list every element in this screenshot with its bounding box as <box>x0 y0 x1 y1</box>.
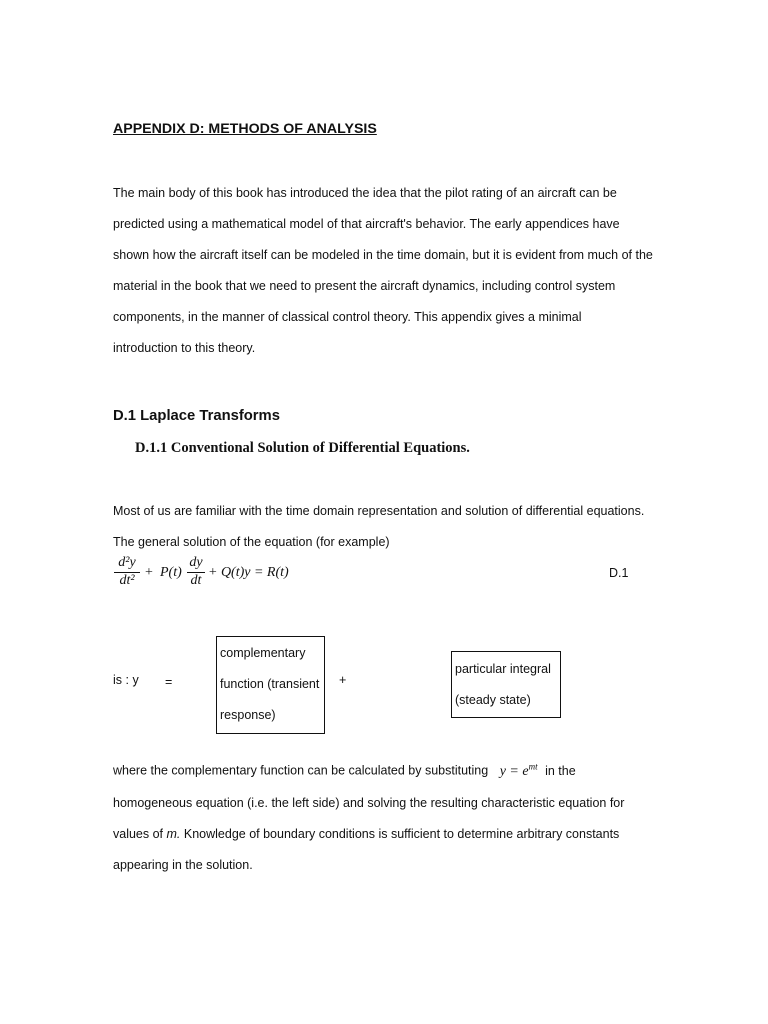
box-line: complementary <box>220 646 306 660</box>
inline-math <box>499 761 538 779</box>
solution-equals: = <box>165 675 173 689</box>
equation-rest: + Q(t)y = R(t) <box>208 565 289 580</box>
fraction-denominator: dt² <box>114 572 140 589</box>
equation-number: D.1 <box>609 566 629 580</box>
subsection-heading: D.1.1 Conventional Solution of Differential Equations. <box>135 440 470 456</box>
closing-line-3 <box>113 827 619 841</box>
solution-lead: is : y <box>113 673 139 687</box>
closing-line-1 <box>113 761 576 780</box>
intro-line: shown how the aircraft itself can be modeled in the time domain, but it is evident from much of the <box>113 248 653 262</box>
fraction-denominator: dt <box>187 572 205 589</box>
section-heading: D.1 Laplace Transforms <box>113 408 280 424</box>
equation-fraction-2 <box>187 555 205 589</box>
equation-p-term: P(t) <box>160 565 182 580</box>
intro-paragraph <box>113 178 673 364</box>
equation-plus: + <box>145 565 153 580</box>
closing-text: where the complementary function can be calculated by substituting <box>113 763 489 778</box>
inline-math-base: y = e <box>499 763 529 779</box>
box-line: (steady state) <box>455 693 531 707</box>
fraction-numerator: dy <box>189 555 203 570</box>
particular-integral-box <box>451 651 561 718</box>
intro-line: predicted using a mathematical model of that aircraft's behavior. The early appendices have <box>113 217 620 231</box>
equation-fraction-1 <box>114 555 140 589</box>
complementary-function-box <box>216 636 325 734</box>
box-line: function (transient <box>220 677 320 691</box>
closing-text: values of <box>113 827 167 841</box>
intro-line: introduction to this theory. <box>113 341 256 355</box>
box-line: particular integral <box>455 662 551 676</box>
closing-text: Knowledge of boundary conditions is sufficient to determine arbitrary constants <box>180 827 620 841</box>
fraction-numerator: d²y <box>118 555 136 570</box>
closing-line-4: appearing in the solution. <box>113 858 253 872</box>
intro-line: The main body of this book has introduced the idea that the pilot rating of an aircraft can be <box>113 186 617 200</box>
inline-math-exponent: mt <box>528 761 538 771</box>
intro-line: material in the book that we need to present the aircraft dynamics, including control system <box>113 279 616 293</box>
closing-line-2: homogeneous equation (i.e. the left side) and solving the resulting characteristic equation for <box>113 796 625 810</box>
solution-plus: + <box>339 673 347 687</box>
appendix-title: APPENDIX D: METHODS OF ANALYSIS <box>113 121 377 137</box>
body-line: The general solution of the equation (for example) <box>113 535 390 549</box>
intro-line: components, in the manner of classical control theory. This appendix gives a minimal <box>113 310 582 324</box>
box-line: response) <box>220 708 276 722</box>
closing-italic: m. <box>166 827 181 841</box>
closing-text: in the <box>545 763 576 778</box>
body-line: Most of us are familiar with the time domain representation and solution of differential equations. <box>113 504 645 518</box>
